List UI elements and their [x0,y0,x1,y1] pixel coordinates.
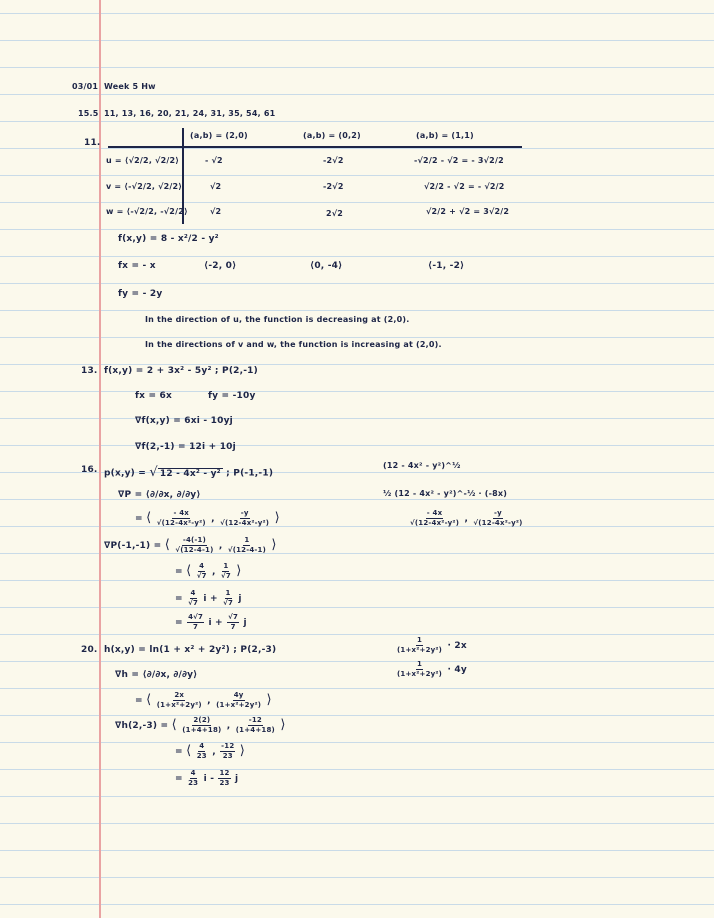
gradient-result: = $\frac{4√7}{7}$ i + $\frac{√7}{7}$ j [175,613,247,631]
table-cell: 2√2 [326,209,344,218]
section-number: 15.5 [78,109,99,118]
gradient-step: = ⟨ $\frac{4}{√7}$ , $\frac{1}{√7}$ ⟩ [175,562,242,580]
function-definition: f(x,y) = 8 - x²/2 - y² [118,234,219,244]
gradient-value: ⟨-1, -2⟩ [428,261,465,271]
table-cell: √2/2 - √2 = - √2/2 [424,182,505,191]
page-title: Week 5 Hw [104,82,156,91]
gradient-at-point: ∇h(2,-3) = ⟨ $\frac{2(2)}{(1+4+18)}$ , $\frac{-12}{(1+4+18)}$ ⟩ [115,716,286,734]
problem-number: 20. [81,645,98,655]
gradient-step: = ⟨ $\frac{4}{23}$ , $\frac{-12}{23}$ ⟩ [175,742,246,760]
gradient-at-point: ∇P(-1,-1) = ⟨ $\frac{-4(-1)}{√(12-4-1)}$ , $\frac{1}{√(12-4-1)}$ ⟩ [104,536,277,554]
partial-derivative: fy = -10y [208,391,256,401]
table-cell: -√2/2 - √2 = - 3√2/2 [414,156,504,165]
table-cell: -2√2 [323,182,344,191]
gradient-at-point: ∇f(2,-1) = 12i + 10j [135,442,236,452]
conclusion-note: In the direction of u, the function is decreasing at (2,0). [145,315,410,324]
problem-list: 11, 13, 16, 20, 21, 24, 31, 35, 54, 61 [104,109,276,118]
side-work: $\frac{1}{\text{(1+x²+2y²)}}$ · 2x [397,636,467,654]
table-cell: v = ⟨-√2/2, √2/2⟩ [106,182,183,191]
gradient-value: ⟨0, -4⟩ [310,261,343,271]
gradient: ∇P = ⟨∂/∂x, ∂/∂y⟩ [118,490,201,500]
gradient-step: = $\frac{4}{√7}$ i + $\frac{1}{√7}$ j [175,589,242,607]
gradient-step: = ⟨ $\frac{- 4x}{\text{√(12-4x²-y²)}}$ , $\frac{-y}{\text{√(12-4x²-y²)}}$ ⟩ [135,509,280,527]
side-work: (12 - 4x² - y²)^½ [383,461,461,470]
side-work: $\frac{1}{\text{(1+x²+2y²)}}$ · 4y [397,660,467,678]
table-cell: √2 [210,182,222,191]
date: 03/01 [72,82,99,91]
gradient-value: ⟨-2, 0⟩ [204,261,237,271]
gradient: ∇h = ⟨∂/∂x, ∂/∂y⟩ [115,670,198,680]
table-rule [108,146,522,148]
table-header: (a,b) = (2,0) [190,131,248,140]
partial-derivative: fy = - 2y [118,289,163,299]
table-cell: w = ⟨-√2/2, -√2/2⟩ [106,207,188,216]
side-work: $\frac{- 4x}{\text{√(12-4x²-y²)}}$ , $\frac{-y}{\text{√(12-4x²-y²)}}$ [410,509,523,527]
gradient: ∇f(x,y) = 6xi - 10yj [135,416,233,426]
table-cell: - √2 [205,156,223,165]
conclusion-note: In the directions of v and w, the function is increasing at (2,0). [145,340,442,349]
table-header: (a,b) = (1,1) [416,131,474,140]
problem-number: 11. [84,138,101,148]
table-cell: -2√2 [323,156,344,165]
table-cell: u = ⟨√2/2, √2/2⟩ [106,156,180,165]
function-definition: f(x,y) = 2 + 3x² - 5y² ; P(2,-1) [104,366,258,376]
table-header: (a,b) = (0,2) [303,131,361,140]
partial-derivative: fx = - x [118,261,156,271]
problem-number: 13. [81,366,98,376]
gradient-result: = $\frac{4}{23}$ i - $\frac{12}{23}$ j [175,769,239,787]
function-definition: h(x,y) = ln(1 + x² + 2y²) ; P(2,-3) [104,645,277,655]
table-cell: √2/2 + √2 = 3√2/2 [426,207,510,216]
table-cell: √2 [210,207,222,216]
problem-number: 16. [81,465,98,475]
partial-derivative: fx = 6x [135,391,172,401]
function-definition: p(x,y) = √ 12 - 4x² - y² ; P(-1,-1) [104,465,274,480]
side-work: ½ (12 - 4x² - y²)^-½ · (-8x) [383,489,508,498]
gradient-step: = ⟨ $\frac{2x}{\text{(1+x²+2y²)}}$ , $\frac{4y}{\text{(1+x²+2y²)}}$ ⟩ [135,691,272,709]
